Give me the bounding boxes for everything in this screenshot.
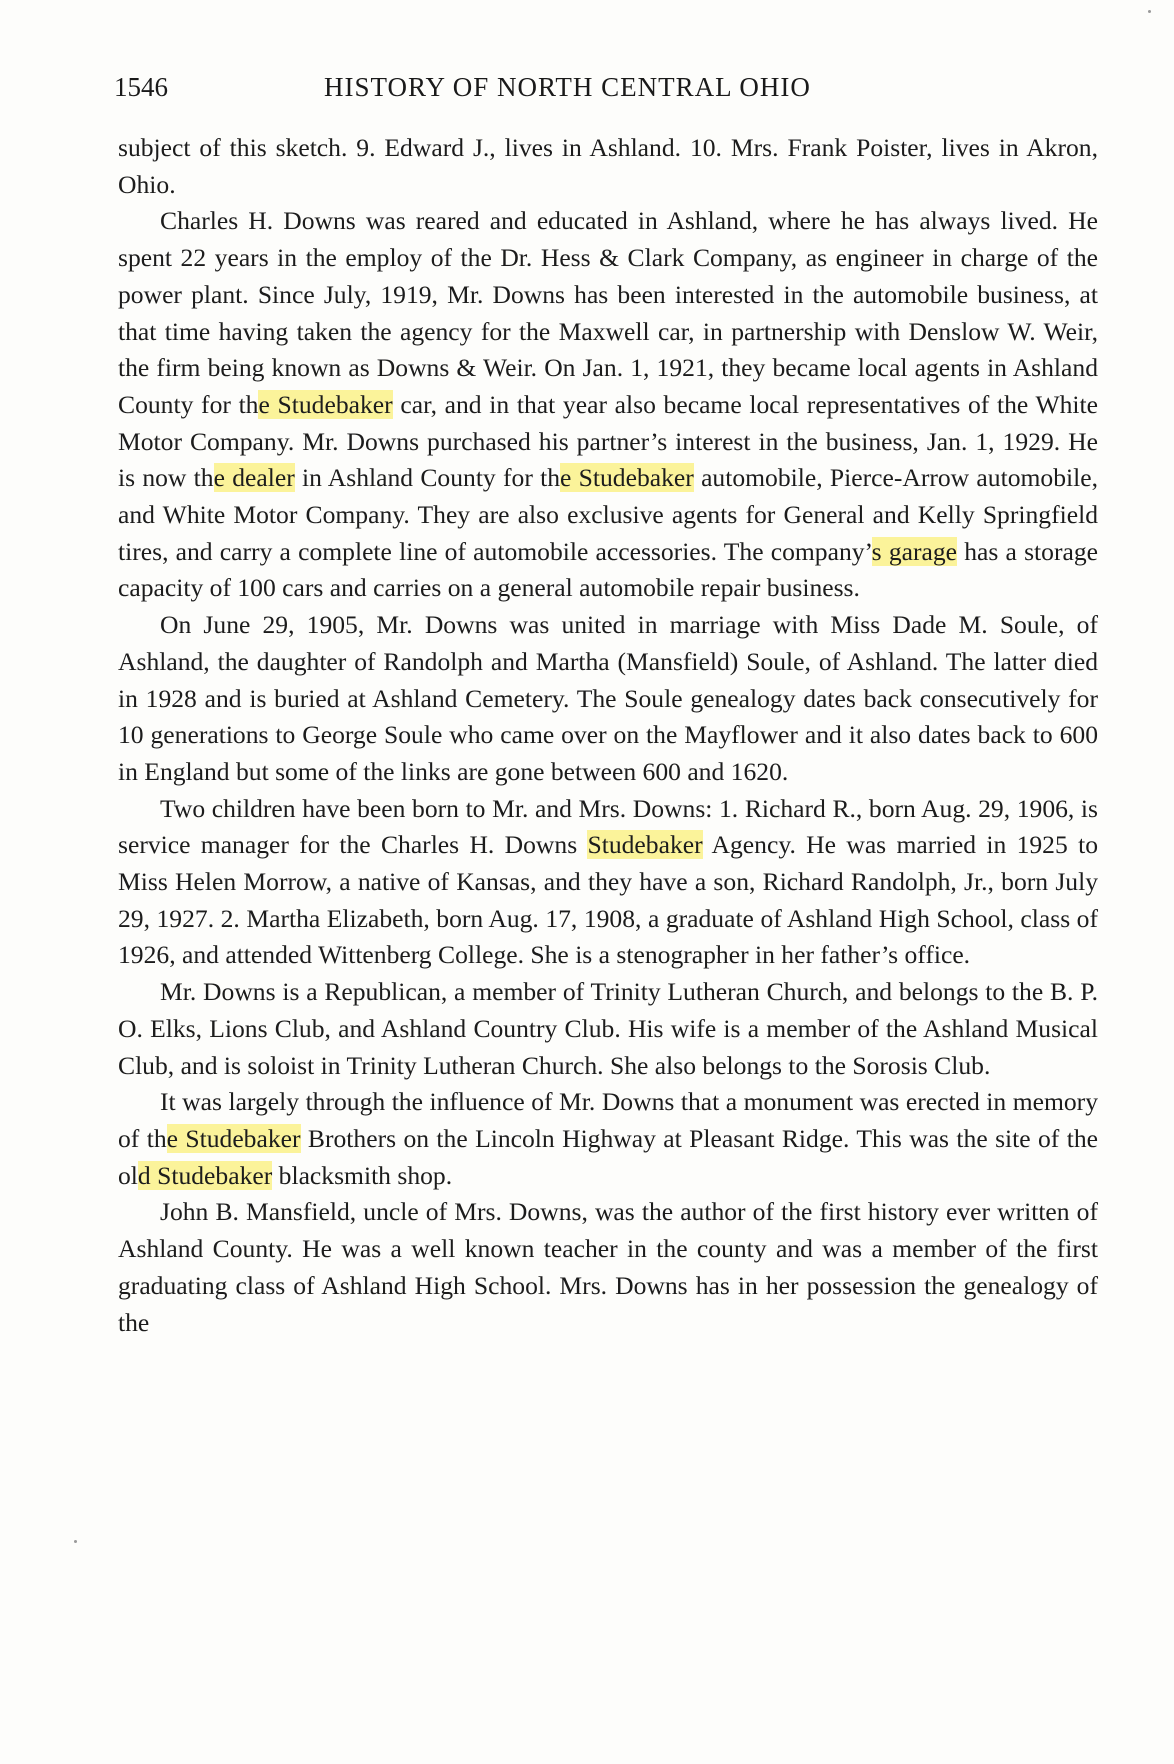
paragraph [118, 130, 1098, 203]
paragraph [118, 607, 1098, 791]
scan-speck [1148, 10, 1151, 13]
paragraph [118, 1084, 1098, 1194]
paragraph [118, 791, 1098, 975]
text-run: car, and in that year also became local representatives of the White Motor Company. Mr. Downs purchased his partner’s interest in the business, Jan. 1, 1929. He is now th [118, 389, 1098, 493]
highlighted-text: e Studebaker [166, 1123, 301, 1153]
running-title: HISTORY OF NORTH CENTRAL OHIO [324, 72, 811, 102]
text-run: in Ashland County for th [294, 463, 561, 493]
paragraph [118, 203, 1098, 607]
text-run: Agency. He was married in 1925 to Miss Helen Morrow, a native of Kansas, and they have a son, Richard Randolph, Jr., born July 29, 1927. 2. Martha Elizabeth, born Aug. 17, 1908, a graduate of Ashland High School, class of 1926, and attended Wittenberg College. She is a stenographer in her father’s office. [118, 830, 1098, 970]
highlighted-text: s garage [871, 536, 958, 566]
body-text [118, 130, 1098, 1341]
scan-speck [74, 1540, 77, 1543]
page-header [114, 72, 1094, 112]
text-run: Charles H. Downs was reared and educated in Ashland, where he has always lived. He spent 22 years in the employ of the Dr. Hess & Clark Company, as engineer in charge of the power plant. Since July, 1919, Mr. Downs has been interested in the automobile business, at that time having taken the agency for the Maxwell car, in partnership with Denslow W. Weir, the firm being known as Downs & Weir. On Jan. 1, 1921, they became local agents in Ashland County for th [118, 206, 1098, 419]
paragraph [118, 1194, 1098, 1341]
highlighted-text: d Studebaker [137, 1160, 273, 1190]
paragraph [118, 974, 1098, 1084]
text-run: automobile, Pierce-Arrow automobile, and White Motor Company. They are also exclusive agents for General and Kelly Springfield tires, and carry a complete line of automobile accessories. The company’ [118, 463, 1098, 566]
text-run: Brothers on the Lincoln Highway at Pleasant Ridge. This was the site of the ol [118, 1123, 1098, 1190]
text-run: has a storage capacity of 100 cars and carries on a general automobile repair business. [118, 536, 1098, 603]
page-number: 1546 [114, 72, 168, 102]
highlighted-text: e Studebaker [560, 463, 694, 493]
text-run: blacksmith shop. [272, 1160, 453, 1190]
text-run: On June 29, 1905, Mr. Downs was united in marriage with Miss Dade M. Soule, of Ashland, the daughter of Randolph and Martha (Mansfield) Soule, of Ashland. The latter died in 1928 and is buried at Ashland Cemetery. The Soule genealogy dates back consecutively for 10 generations to George Soule who came over on the Mayflower and it also dates back to 600 in England but some of the links are gone between 600 and 1620. [118, 610, 1098, 786]
highlighted-text: Studebaker [587, 830, 703, 860]
text-run: It was largely through the influence of Mr. Downs that a monument was erected in memory of th [118, 1087, 1098, 1153]
text-run: Two children have been born to Mr. and Mrs. Downs: 1. Richard R., born Aug. 29, 1906, is service manager for the Charles H. Downs [118, 793, 1098, 860]
highlighted-text: e dealer [213, 463, 295, 493]
text-run: Mr. Downs is a Republican, a member of Trinity Lutheran Church, and belongs to the B. P. O. Elks, Lions Club, and Ashland Country Club. His wife is a member of the Ashland Musical Club, and is soloist in Trinity Lutheran Church. She also belongs to the Sorosis Club. [118, 977, 1098, 1080]
text-run: subject of this sketch. 9. Edward J., lives in Ashland. 10. Mrs. Frank Poister, lives in Akron, Ohio. [118, 133, 1098, 199]
highlighted-text: e Studebaker [258, 389, 393, 419]
text-run: John B. Mansfield, uncle of Mrs. Downs, was the author of the first history ever written of Ashland County. He was a well known teacher in the county and was a member of the first graduating class of Ashland High School. Mrs. Downs has in her possession the genealogy of the [118, 1197, 1098, 1337]
